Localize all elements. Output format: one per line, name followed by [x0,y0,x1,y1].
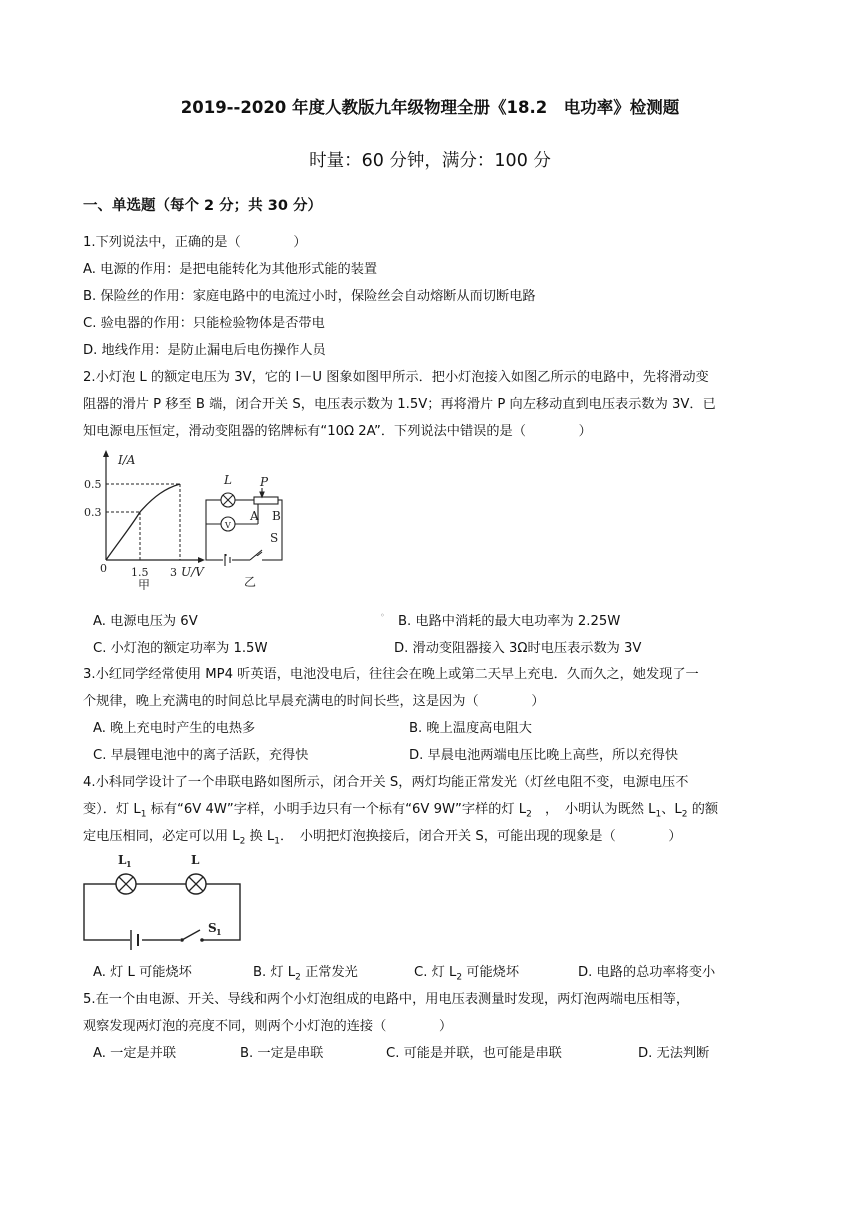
y-axis-label: I/A [118,453,136,467]
question-2-option-c: C. 小灯泡的额定功率为 1.5W [93,641,268,656]
question-5-option-a: A. 一定是并联 [93,1046,177,1061]
question-1-option-a: A. 电源的作用：是把电能转化为其他形式能的装置 [83,262,378,277]
question-2-line-3: 知电源电压恒定，滑动变阻器的铭牌标有“10Ω 2A”．下列说法中错误的是（ ） [83,424,592,439]
question-2-option-a: A. 电源电压为 6V [93,614,198,629]
question-2-line-1: 2.小灯泡 L 的额定电压为 3V，它的 I－U 图象如图甲所示．把小灯泡接入如图乙所示的电路中，先将滑动变 [83,370,709,385]
question-3-option-b: B. 晚上温度高电阻大 [409,721,532,736]
caption-jia: 甲 [138,578,151,590]
end-label-a: A [250,509,259,523]
question-4-line-2: 变）．灯 $L_1$ 标有“6V 4W”字样，小明手边只有一个标有“6V 9W”字样的灯 $L_2$ ， 小明认为既然 $L_1$、$L_2$ 的额 [83,802,719,820]
question-3-option-d: D. 早晨电池两端电压比晚上高些，所以充得快 [409,748,679,763]
separator-dot: ◦ [380,611,385,620]
y-tick-0-3: 0.3 [84,506,102,519]
question-4-option-d: D. 电路的总功率将变小 [578,965,716,980]
origin-label: 0 [100,562,107,575]
question-4-circuit-diagram [80,850,250,950]
question-4-option-a: A. 灯 L 可能烧坏 [93,965,192,980]
y-tick-0-5: 0.5 [84,478,102,491]
question-3-option-a: A. 晚上充电时产生的电热多 [93,721,256,736]
section-heading: 一、单选题（每个 2 分；共 30 分） [83,198,322,214]
iu-graph [84,450,205,590]
question-1-stem: 1.下列说法中，正确的是（ ） [83,235,307,250]
switch-label-s: S [270,531,279,545]
lamp-l1-subscript: 1 [126,859,132,869]
switch-s1-subscript: 1 [216,927,222,937]
question-1-option-b: B. 保险丝的作用：家庭电路中的电流过小时，保险丝会自动熔断从而切断电路 [83,289,536,304]
iu-curve [106,484,180,560]
question-5-option-c: C. 可能是并联，也可能是串联 [386,1046,562,1061]
question-1-option-c: C. 验电器的作用：只能检验物体是否带电 [83,316,325,331]
question-1-option-d: D. 地线作用：是防止漏电后电伤操作人员 [83,343,326,358]
caption-yi: 乙 [244,575,257,589]
x-axis-label: U/V [181,565,204,579]
question-3-line-1: 3.小红同学经常使用 MP4 听英语，电池没电后，往往会在晚上或第二天早上充电．久而久之，她发现了一 [83,667,699,682]
lamp-l1-label: L [118,853,127,867]
page-subtitle: 时量：60 分钟，满分：100 分 [309,151,551,171]
x-tick-3: 3 [170,566,177,579]
circuit-diagram-yi [206,488,282,560]
question-2-line-2: 阻器的滑片 P 移至 B 端，闭合开关 S，电压表示数为 1.5V；再将滑片 P 向左移动直到电压表示数为 3V．已 [83,397,716,412]
question-2-option-b: B. 电路中消耗的最大电功率为 2.25W [398,614,621,629]
voltmeter-label: V [225,521,231,530]
end-label-b: B [272,509,281,523]
question-5-line-2: 观察发现两灯泡的亮度不同，则两个小灯泡的连接（ ） [83,1019,453,1034]
question-5-option-d: D. 无法判断 [638,1046,710,1061]
question-4-line-3: 定电压相同，必定可以用 $L_2$ 换 $L_1$． 小明把灯泡换接后，闭合开关 S，可能出现的现象是（ ） [83,829,682,847]
lamp-l-label: L [191,853,200,867]
question-4-line-1: 4.小科同学设计了一个串联电路如图所示，闭合开关 S，两灯均能正常发光（灯丝电阻不变，电源电压不 [83,775,689,790]
page-title: 2019--2020 年度人教版九年级物理全册《18.2 电功率》检测题 [180,98,680,117]
question-4-option-b: B. 灯 $L_2$ 正常发光 [253,965,358,983]
question-5-option-b: B. 一定是串联 [240,1046,324,1061]
question-5-line-1: 5.在一个由电源、开关、导线和两个小灯泡组成的电路中，用电压表测量时发现，两灯泡两端电压相等， [83,992,690,1007]
question-2-option-d: D. 滑动变阻器接入 3Ω时电压表示数为 3V [394,641,642,656]
question-4-option-c: C. 灯 $L_2$ 可能烧坏 [414,965,520,983]
question-3-line-2: 个规律，晚上充满电的时间总比早晨充满电的时间长些，这是因为（ ） [83,694,545,709]
question-2-figure [82,448,302,590]
question-3-option-c: C. 早晨锂电池中的离子活跃，充得快 [93,748,309,763]
x-tick-1-5: 1.5 [131,566,149,579]
switch-s1-label: S [208,921,217,935]
slider-label-p: P [260,475,269,489]
lamp-label-l: L [224,473,232,487]
